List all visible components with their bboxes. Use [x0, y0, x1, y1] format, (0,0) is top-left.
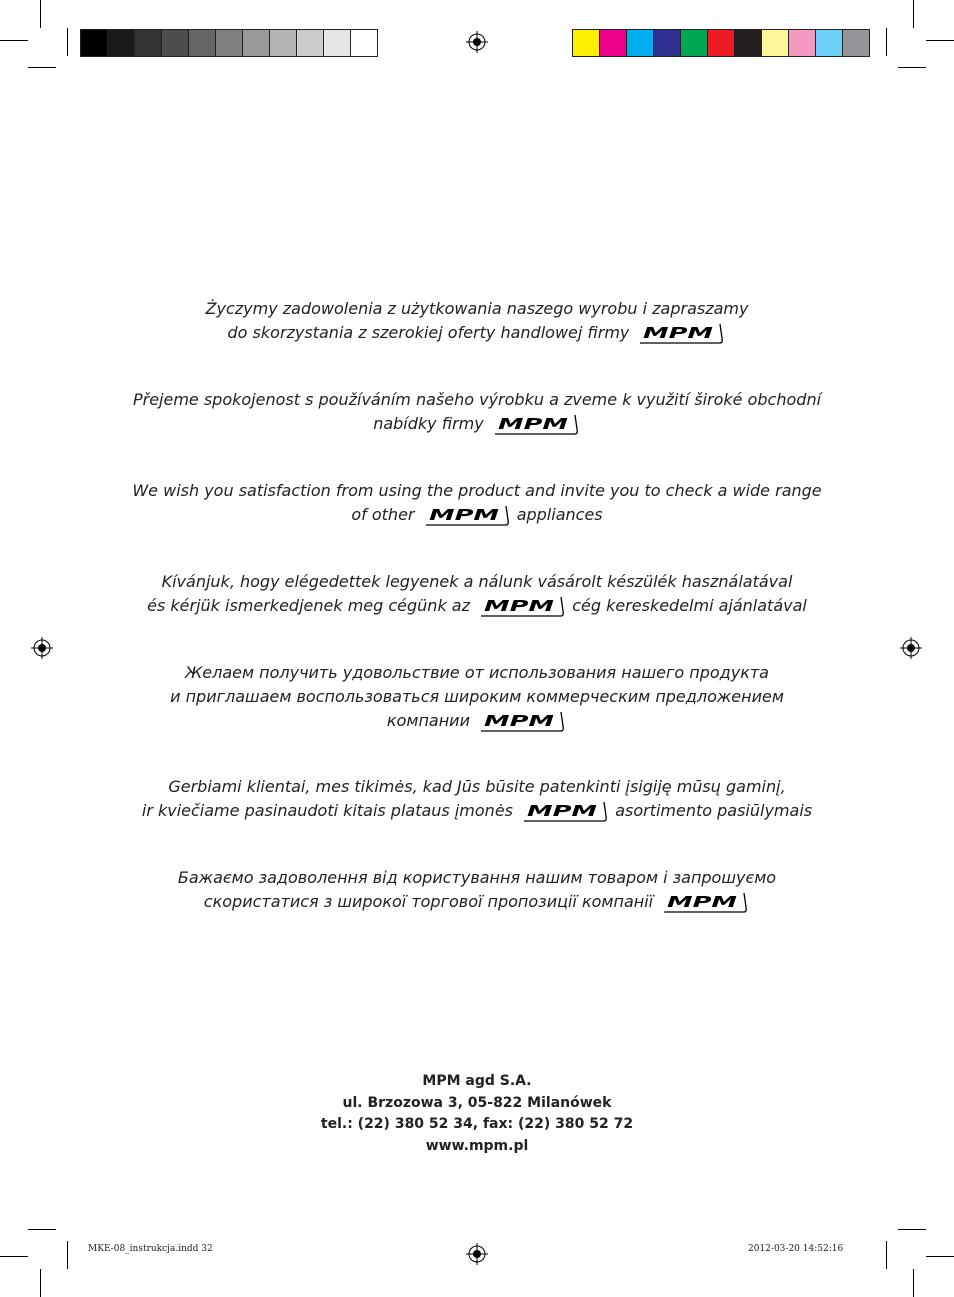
message-line: [0, 661, 954, 685]
color-swatch: [297, 30, 324, 56]
message-text: Бажаємо задоволення від користування нашим товаром і запрошуємо: [177, 868, 777, 887]
message-text: компании: [386, 711, 470, 730]
message-text: ir kviečiame pasinaudoti kitais plataus įmonės: [141, 801, 513, 820]
message-hu: [0, 570, 954, 618]
message-line: [0, 866, 954, 890]
slug-file-info: MKE-08_instrukcja.indd 32: [88, 1244, 213, 1254]
message-text: cég kereskedelmi ajánlatával: [572, 596, 807, 615]
mpm-logo: [422, 504, 510, 526]
color-swatch: [735, 30, 762, 56]
mpm-logo-text: MPM: [428, 506, 499, 524]
message-line: [0, 890, 954, 914]
color-swatch: [243, 30, 270, 56]
crop-mark: [898, 1229, 926, 1230]
color-swatch: [324, 30, 351, 56]
color-swatch: [135, 30, 162, 56]
color-swatch: [108, 30, 135, 56]
color-swatch: [216, 30, 243, 56]
color-swatch: [162, 30, 189, 56]
crop-mark: [886, 1241, 887, 1269]
grayscale-color-bar: [80, 29, 378, 57]
mpm-logo-text: MPM: [667, 893, 738, 911]
message-line: [0, 709, 954, 733]
message-en: [0, 479, 954, 527]
message-text: Желаем получить удовольствие от использования нашего продукта: [185, 663, 769, 682]
crop-mark: [40, 0, 41, 28]
color-swatch: [681, 30, 708, 56]
message-line: [0, 799, 954, 823]
crop-mark: [28, 67, 56, 68]
message-line: [0, 685, 954, 709]
crop-mark: [886, 28, 887, 56]
crop-mark: [926, 40, 954, 41]
message-text: и приглашаем воспользоваться широким коммерческим предложением: [170, 687, 784, 706]
message-text: Gerbiami klientai, mes tikimės, kad Jūs būsite patenkinti įsigiję mūsų gaminį,: [168, 777, 786, 796]
color-swatch: [627, 30, 654, 56]
color-swatch: [816, 30, 843, 56]
message-line: [0, 594, 954, 618]
message-lt: [0, 775, 954, 823]
message-text: asortimento pasiūlymais: [615, 801, 813, 820]
crop-mark: [0, 1256, 28, 1257]
message-line: [0, 775, 954, 799]
mpm-logo: [520, 800, 608, 822]
color-swatch: [573, 30, 600, 56]
message-text: Kívánjuk, hogy elégedettek legyenek a nálunk vásárolt készülék használatával: [161, 572, 793, 591]
crop-mark: [28, 1229, 56, 1230]
message-cs: [0, 388, 954, 436]
message-line: [0, 503, 954, 527]
message-text: Přejeme spokojenost s používáním našeho výrobku a zveme k využití široké obchodní: [132, 390, 822, 409]
registration-mark-icon: [466, 31, 488, 53]
message-line: [0, 388, 954, 412]
registration-mark-icon: [31, 637, 53, 659]
color-swatch: [270, 30, 297, 56]
message-text: We wish you satisfaction from using the product and invite you to check a wide range: [132, 481, 822, 500]
crop-mark: [67, 28, 68, 56]
message-line: [0, 297, 954, 321]
company-phone: tel.: (22) 380 52 34, fax: (22) 380 52 72: [320, 1116, 634, 1132]
process-color-bar: [572, 29, 870, 57]
message-text: és kérjük ismerkedjenek meg cégünk az: [147, 596, 470, 615]
color-swatch: [789, 30, 816, 56]
color-swatch: [351, 30, 377, 56]
mpm-logo-text: MPM: [484, 712, 555, 730]
company-address: ul. Brzozowa 3, 05-822 Milanówek: [342, 1094, 612, 1111]
crop-mark: [926, 1256, 954, 1257]
crop-mark: [913, 0, 914, 28]
mpm-logo-text: MPM: [497, 415, 568, 433]
crop-mark: [0, 40, 28, 41]
color-swatch: [600, 30, 627, 56]
message-uk: [0, 866, 954, 914]
crop-mark: [898, 67, 926, 68]
crop-mark: [913, 1269, 914, 1297]
color-swatch: [189, 30, 216, 56]
message-line: [0, 321, 954, 345]
mpm-logo-text: MPM: [527, 802, 598, 820]
message-line: [0, 570, 954, 594]
company-footer: [0, 1071, 954, 1157]
message-line: [0, 479, 954, 503]
registration-mark-icon: [900, 637, 922, 659]
mpm-logo-text: MPM: [484, 597, 555, 615]
color-swatch: [843, 30, 869, 56]
message-text: appliances: [516, 505, 603, 524]
crop-mark: [40, 1269, 41, 1297]
message-text: do skorzystania z szerokiej oferty handlowej firmy: [227, 323, 630, 342]
slug-datetime: 2012-03-20 14:52:16: [748, 1244, 844, 1254]
mpm-logo: [636, 322, 724, 344]
message-line: [0, 412, 954, 436]
company-website: www.mpm.pl: [425, 1137, 529, 1154]
message-ru: [0, 661, 954, 733]
registration-mark-icon: [466, 1243, 488, 1265]
color-swatch: [81, 30, 108, 56]
mpm-logo-text: MPM: [643, 324, 714, 342]
mpm-logo: [477, 710, 565, 732]
message-text: nabídky firmy: [373, 414, 484, 433]
color-swatch: [708, 30, 735, 56]
mpm-logo: [660, 891, 748, 913]
message-pl: [0, 297, 954, 345]
company-name: MPM agd S.A.: [422, 1073, 532, 1089]
message-text: скористатися з широкої торгової пропозиції компанії: [203, 892, 654, 911]
message-text: Życzymy zadowolenia z użytkowania naszego wyrobu i zapraszamy: [205, 299, 749, 318]
color-swatch: [762, 30, 789, 56]
mpm-logo: [477, 595, 565, 617]
message-text: of other: [351, 505, 415, 524]
color-swatch: [654, 30, 681, 56]
mpm-logo: [491, 413, 579, 435]
crop-mark: [67, 1241, 68, 1269]
